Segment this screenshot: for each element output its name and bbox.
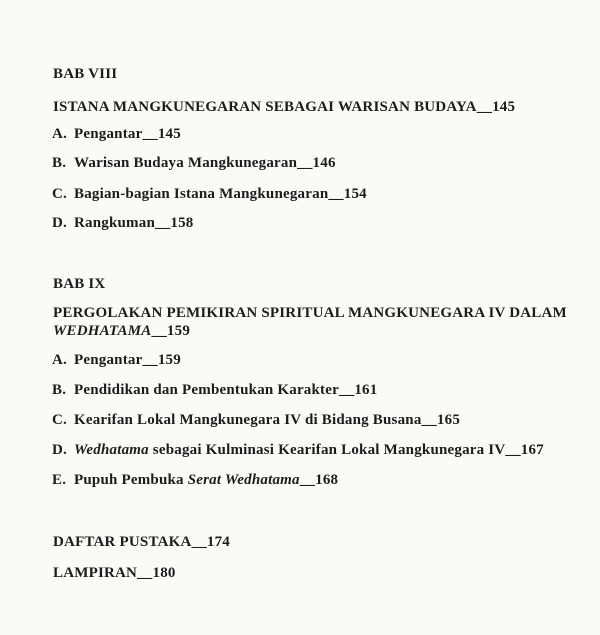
toc-entry-text: Kearifan Lokal Mangkunegara IV di Bidang Busana__165 bbox=[74, 412, 461, 428]
chapter-title-text: ISTANA MANGKUNEGARAN SEBAGAI WARISAN BUDAYA bbox=[53, 99, 477, 115]
chapter-title bbox=[53, 99, 515, 116]
toc-entry-text: sebagai Kulminasi Kearifan Lokal Mangkunegara IV__167 bbox=[148, 442, 544, 458]
toc-entry-italic: Serat Wedhatama bbox=[187, 472, 300, 488]
chapter-heading: BAB IX bbox=[53, 276, 106, 292]
chapter-title-page: __145 bbox=[476, 99, 516, 115]
chapter-title-line2 bbox=[53, 323, 190, 340]
toc-entry bbox=[52, 472, 338, 489]
toc-entry-letter: D. bbox=[52, 215, 67, 231]
toc-entry-letter: A. bbox=[52, 126, 67, 142]
appendix-entry: LAMPIRAN__180 bbox=[53, 565, 176, 581]
toc-entry-text-before: Pupuh Pembuka bbox=[74, 472, 188, 488]
toc-entry-letter: D. bbox=[52, 442, 67, 458]
toc-entry-text-after: __168 bbox=[299, 472, 339, 488]
chapter-title-line1: PERGOLAKAN PEMIKIRAN SPIRITUAL MANGKUNEGARA IV DALAM bbox=[53, 305, 567, 321]
chapter-heading: BAB VIII bbox=[53, 66, 118, 82]
chapter-title-italic: WEDHATAMA bbox=[53, 323, 152, 339]
toc-entry bbox=[52, 412, 460, 429]
toc-entry-letter: A. bbox=[52, 352, 67, 368]
toc-entry-letter: B. bbox=[52, 155, 67, 171]
toc-entry-letter: B. bbox=[52, 382, 67, 398]
toc-entry-text: Pengantar__145 bbox=[74, 126, 181, 142]
chapter-title-page: __159 bbox=[151, 323, 191, 339]
toc-entry-text: Pendidikan dan Pembentukan Karakter__161 bbox=[74, 382, 378, 398]
toc-entry-text: Pengantar__159 bbox=[74, 352, 181, 368]
toc-entry bbox=[52, 126, 181, 143]
toc-entry bbox=[52, 382, 377, 399]
toc-entry bbox=[52, 186, 367, 203]
toc-entry bbox=[52, 352, 181, 369]
toc-entry-letter: C. bbox=[52, 412, 67, 428]
toc-entry bbox=[52, 215, 194, 232]
toc-entry-letter: C. bbox=[52, 186, 67, 202]
toc-entry bbox=[52, 155, 336, 172]
toc-entry-text: Rangkuman__158 bbox=[74, 215, 194, 231]
toc-entry-letter: E. bbox=[52, 472, 67, 488]
toc-entry-italic: Wedhatama bbox=[74, 442, 149, 458]
toc-entry bbox=[52, 442, 544, 459]
bibliography-entry: DAFTAR PUSTAKA__174 bbox=[53, 534, 230, 550]
toc-entry-text: Bagian-bagian Istana Mangkunegaran__154 bbox=[74, 186, 367, 202]
toc-entry-text: Warisan Budaya Mangkunegaran__146 bbox=[74, 155, 336, 171]
